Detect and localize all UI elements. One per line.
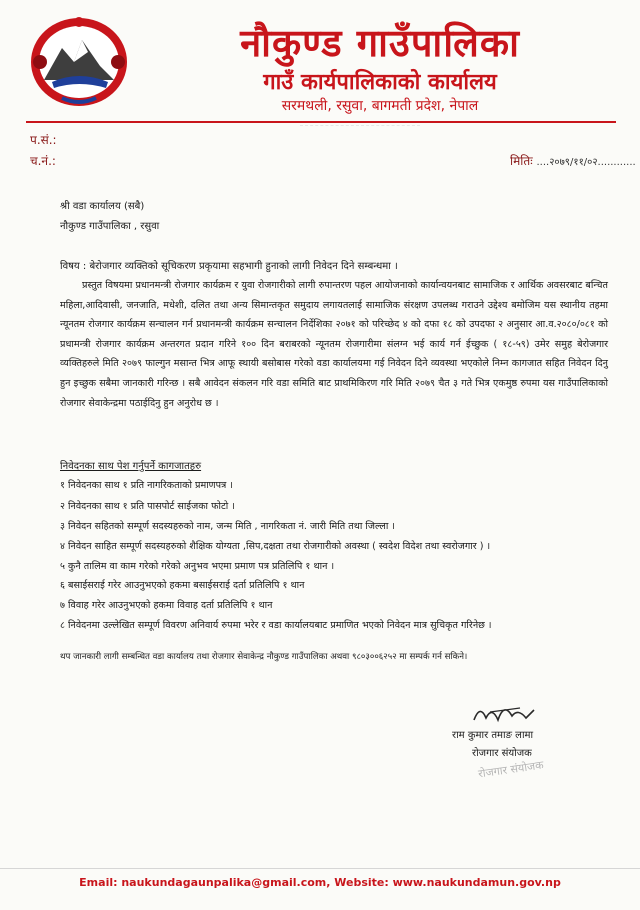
list-item: ४ निवेदन साहित सम्पूर्ण सदस्यहरुको शैक्षिक योग्यता ,सिप,दक्षता तथा रोजगारीको अवस्था ( स्वदेश विदेश तथा स्वरोजगार ) । [60, 541, 491, 552]
role-stamp: रोजगार संयोजक [477, 758, 545, 781]
municipality-name: नौकुण्ड गाउँपालिका [240, 21, 520, 65]
list-item: ७ विवाह गरेर आउनुभएको हकमा विवाह दर्ता प्रतिलिपि १ थान [60, 600, 273, 611]
office-title: गाउँ कार्यपालिकाको कार्यालय [263, 70, 497, 95]
body-paragraph: प्रस्तुत विषयमा प्रधानमन्त्री रोजगार कार्यक्रम र युवा रोजगारीको लागी रुपान्तरण पहल आयोजनाको कार्यान्वयनबाट सामाजिक र आर्थिक अवसरबाट बन्चित महिला,आदिवासी, जनजाति, मधेशी, दलित तथा अन्य सिमान्तकृत समुदाय लगायतलाई सामाजिक संरक्षण उपलब्ध गराउने उद्देश्य बमोजिम यस स्थानीय तहमा न्यूनतम रोजगार कार्यक्रम सन्चालन गर्न प्रधानमन्त्री कार्यक्रम सन्चालन निर्देशिका २०७१ को परिच्छेद ४ को दफा १८ को उपदफा २ अनुसार आ.व.२०८०/०८१ को प्रधामन्त्री रोजगार कार्यक्रम अन्तरगत प्रदान गरिने १०० दिन बराबरको न्यूनतम रोजगारीमा संलग्न भई कार्य गर्न ईच्छुक ( १८-५९) उमेर समुह बेरोजगार व्यक्तिहरुले मिति २०७९ फाल्गुन मसान्त भित्र आफू स्थायी बसोबास गरेको वडा कार्यालयमा गई निवेदन दिने व्यवस्था भएकोले निम्न कागजात सहित निवेदन दिनु हुन इच्छुक सबैमा जानकारी गरिन्छ । सबै आवेदन संकलन गरि वडा समिति बाट प्राथमिकिरण गरि मिति २०७९ चैत ३ गते भित्र एकमुष्ठ रुपमा यस गाउँपालिकाको रोजगार सेवाकेन्द्रमा पठाईदिनु हुन अनुरोध छ । [60, 280, 608, 409]
subject-line: विषय : बेरोजगार व्यक्तिको सूचिकरण प्रकृयामा सहभागी हुनाको लागी निवेदन दिने सम्बन्धमा । [60, 261, 398, 272]
date-value: ....२०७९/११/०२............ [536, 157, 636, 168]
footer-contact: Email: naukundagaunpalika@gmail.com, Website: www.naukundamun.gov.np [79, 876, 561, 889]
list-item: ३ निवेदन सहितको सम्पूर्ण सदस्यहरुको नाम, जन्म मिति , नागरिकता नं. जारी मिति तथा जिल्ला । [60, 521, 396, 532]
list-item: ६ बसाईसराई गरेर आउनुभएको हकमा बसाईसराई दर्ता प्रतिलिपि १ थान [60, 580, 305, 591]
cn-label: च.नं.: [30, 154, 56, 168]
signatory-name: राम कुमार तमाङ लामा [452, 730, 534, 741]
faint-stamp [300, 125, 420, 166]
office-address: सरमथली, रसुवा, बागमती प्रदेश, नेपाल [281, 98, 479, 114]
contact-note: थप जानकारी लागी सम्बन्धित वडा कार्यालय तथा रोजगार सेवाकेन्द्र नौकुण्ड गाउँपालिका अथवा ९८०३००६२५२ मा सम्पर्क गर्न सकिने। [60, 652, 468, 662]
date-field [510, 152, 636, 169]
nepal-emblem-logo [22, 10, 137, 110]
signature-image [470, 700, 540, 726]
list-item: ८ निवेदनमा उल्लेखित सम्पूर्ण विवरण अनिवार्य रुपमा भरेर र वडा कार्यालयबाट प्रमाणित भएको निवेदन मात्र सुचिकृत गरिनेछ । [60, 620, 492, 631]
list-item: २ निवेदनका साथ १ प्रति पासपोर्ट साईजका फोटो । [60, 501, 235, 512]
ps-label: प.सं.: [30, 133, 57, 147]
list-item: १ निवेदनका साथ १ प्रति नागरिकताको प्रमाणपत्र । [60, 480, 234, 491]
recipient-line-2: नौकुण्ड गाउँपालिका , रसुवा [60, 221, 160, 232]
recipient-line-1: श्री वडा कार्यालय (सबै) [60, 201, 145, 212]
documents-list-title: निवेदनका साथ पेश गर्नुपर्ने कागजातहरु [60, 461, 202, 472]
list-item: ५ कुनै तालिम वा काम गरेको गरेको अनुभव भएमा प्रमाण पत्र प्रतिलिपि १ थान । [60, 561, 335, 572]
date-label: मितिः [510, 154, 533, 168]
signatory-role: रोजगार संयोजक [472, 748, 532, 759]
footer-divider [0, 868, 640, 869]
header-divider [26, 121, 616, 123]
